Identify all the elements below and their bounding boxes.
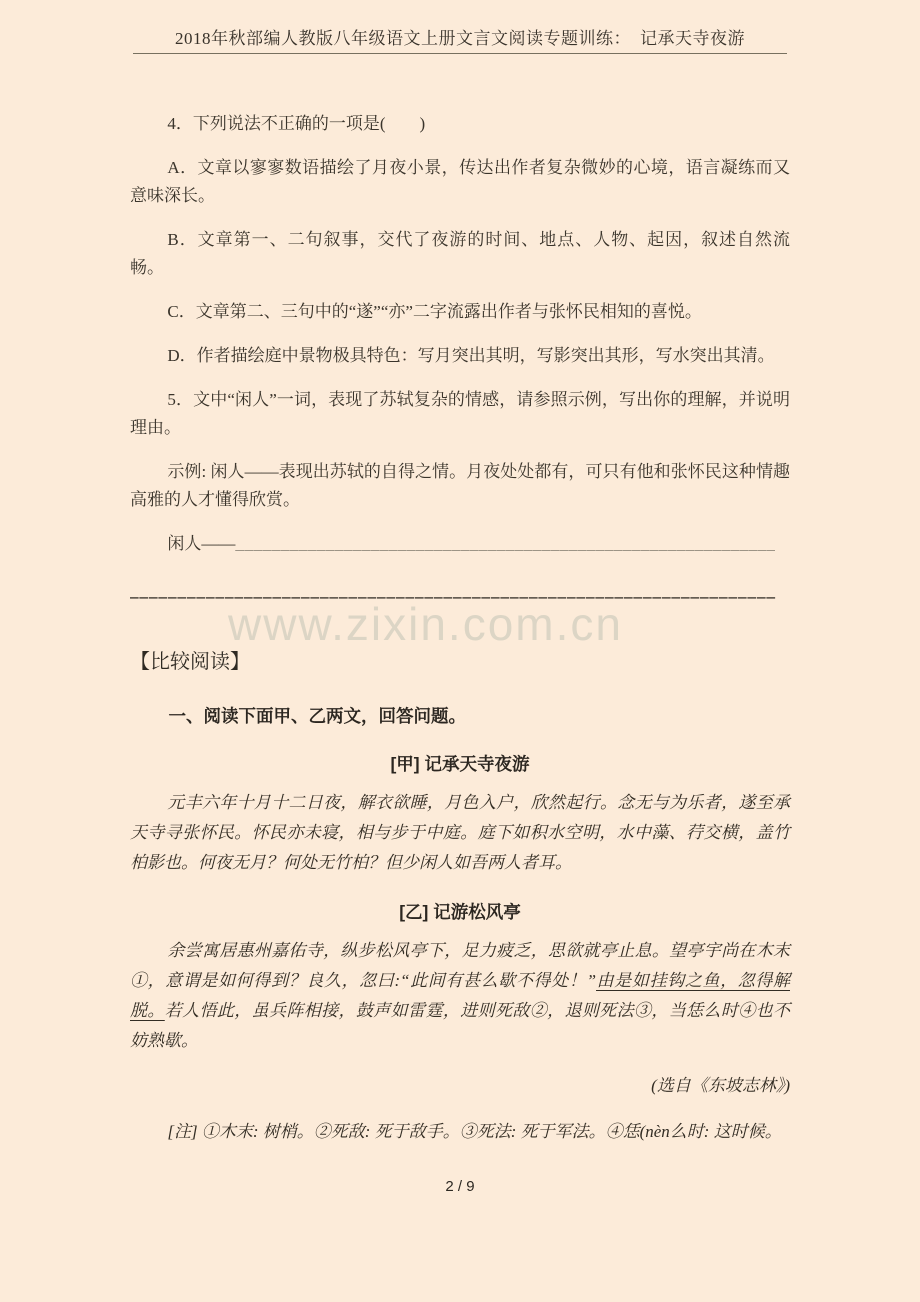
- answer-blank-row-1: [130, 530, 790, 558]
- section-instruction: 一、阅读下面甲、乙两文，回答问题。: [168, 706, 466, 726]
- answer-blank-line-1: ____________________________________________________________: [235, 534, 776, 553]
- passage-yi-body: [130, 936, 790, 1056]
- passage-yi-underlined-segment: 由是如挂钩之鱼，忽得解脱。: [130, 971, 790, 1020]
- document-title: 2018年秋部编人教版八年级语文上册文言文阅读专题训练： 记承天寺夜游: [175, 29, 745, 48]
- header-divider: [133, 53, 787, 54]
- question-4: 4．下列说法不正确的一项是( ): [167, 114, 426, 133]
- option-b: B．文章第一、二句叙事，交代了夜游的时间、地点、人物、起因，叙述自然流畅。: [130, 230, 790, 277]
- example-answer: 示例: 闲人——表现出苏轼的自得之情。月夜处处都有，可只有他和张怀民这种情趣高雅的人才懂得欣赏。: [130, 462, 790, 509]
- option-c: C．文章第二、三句中的“遂”“亦”二字流露出作者与张怀民相知的喜悦。: [167, 302, 702, 321]
- passage-yi-body-before: 余尝寓居惠州嘉佑寺，纵步松风亭下，足力疲乏，思欲就亭止息。望亭宇尚在木末①，意谓是如何得到？良久，忽曰:“此间有甚么歇不得处！”: [130, 941, 790, 990]
- passage-yi-body-after: 若人悟此，虽兵阵相接，鼓声如雷霆，进则死敌②，退则死法③，当恁么时④也不妨熟歇。: [130, 1001, 791, 1050]
- question-5: 5．文中“闲人”一词，表现了苏轼复杂的情感，请参照示例，写出你的理解，并说明理由。: [130, 390, 790, 437]
- passage-source: (选自《东坡志林》): [651, 1076, 790, 1095]
- option-d: D．作者描绘庭中景物极具特色：写月突出其明，写影突出其形，写水突出其清。: [167, 346, 775, 365]
- page-number: 2 / 9: [445, 1178, 475, 1195]
- document-body: [130, 110, 790, 1146]
- answer-blank-prefix: 闲人——: [167, 534, 236, 553]
- answer-blank-row-2: [130, 577, 790, 605]
- passage-yi-title: [乙] 记游松风亭: [399, 902, 521, 922]
- section-heading-compare-reading: 【比较阅读】: [130, 651, 250, 673]
- page-header: [0, 0, 920, 54]
- passage-jia-title: [甲] 记承天寺夜游: [390, 754, 530, 774]
- option-a: A．文章以寥寥数语描绘了月夜小景，传达出作者复杂微妙的心境，语言凝练而又意味深长。: [130, 158, 790, 205]
- answer-blank-line-2: ____________________________________________________________________: [130, 581, 776, 600]
- watermark-text: www.zixin.com.cn: [228, 598, 623, 650]
- footnotes: [注] ①木末: 树梢。②死敌: 死于敌手。③死法: 死于军法。④恁(nèn么时: 这时候。: [167, 1122, 782, 1141]
- passage-jia-body: 元丰六年十月十二日夜，解衣欲睡，月色入户，欣然起行。念无与为乐者，遂至承天寺寻张怀民。怀民亦未寝，相与步于中庭。庭下如积水空明，水中藻、荇交横，盖竹柏影也。何夜无月？何处无竹柏？但少闲人如吾两人者耳。: [130, 793, 790, 872]
